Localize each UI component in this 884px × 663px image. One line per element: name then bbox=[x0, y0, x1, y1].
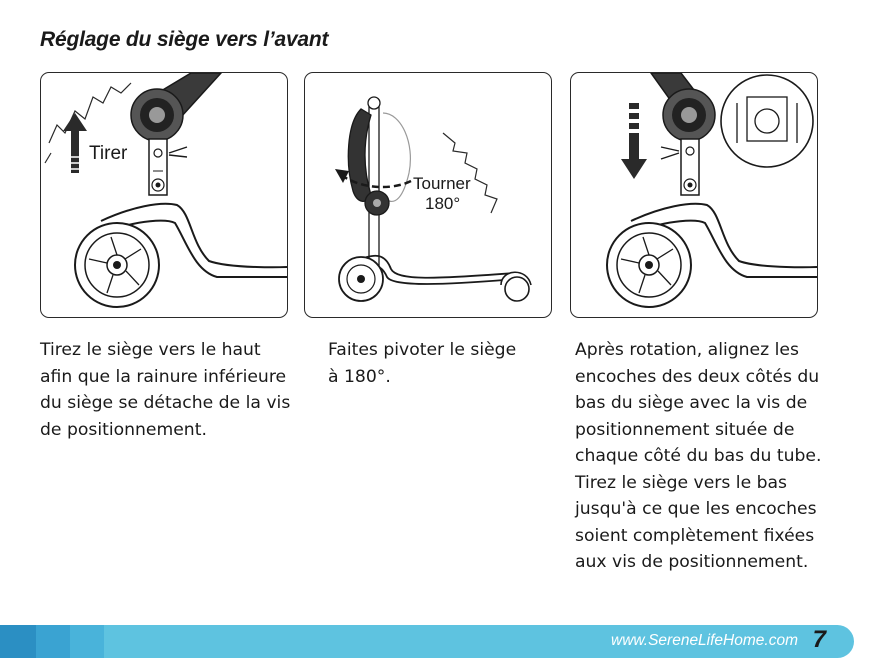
footer-stripe-mid bbox=[36, 625, 70, 658]
footer-bar bbox=[0, 625, 854, 658]
scooter-lower-illustration bbox=[571, 73, 817, 317]
caption-lower-seat: Après rotation, alignez les encoches des deux côtés du bas du siège avec la vis de positionnement située de chaque côté du bas du tube. Tirez le siège vers le bas jusqu'à ce que les encoches soient complètement fixées aux vis de positionnement. bbox=[575, 340, 822, 572]
page-number: 7 bbox=[812, 626, 826, 653]
rotate-angle-label: 180° bbox=[425, 194, 461, 213]
scooter-rotate-illustration bbox=[305, 73, 551, 317]
footer-stripe-dark bbox=[0, 625, 36, 658]
illustration-lower-seat bbox=[570, 72, 818, 318]
caption-rotate-seat: Faites pivoter le siège à 180°. bbox=[328, 340, 517, 387]
footer-website-link[interactable]: www.SereneLifeHome.com bbox=[611, 632, 798, 649]
illustration-pull-seat bbox=[40, 72, 288, 318]
caption-pull-seat: Tirez le siège vers le haut afin que la rainure inférieure du siège se détache de la vis de positionnement. bbox=[40, 340, 291, 440]
footer-stripe-light bbox=[70, 625, 104, 658]
page-title: Réglage du siège vers l’avant bbox=[40, 28, 329, 51]
scooter-pull-illustration bbox=[41, 73, 287, 317]
illustration-rotate-seat bbox=[304, 72, 552, 318]
pull-label: Tirer bbox=[89, 143, 128, 164]
rotate-label: Tourner bbox=[413, 174, 471, 193]
